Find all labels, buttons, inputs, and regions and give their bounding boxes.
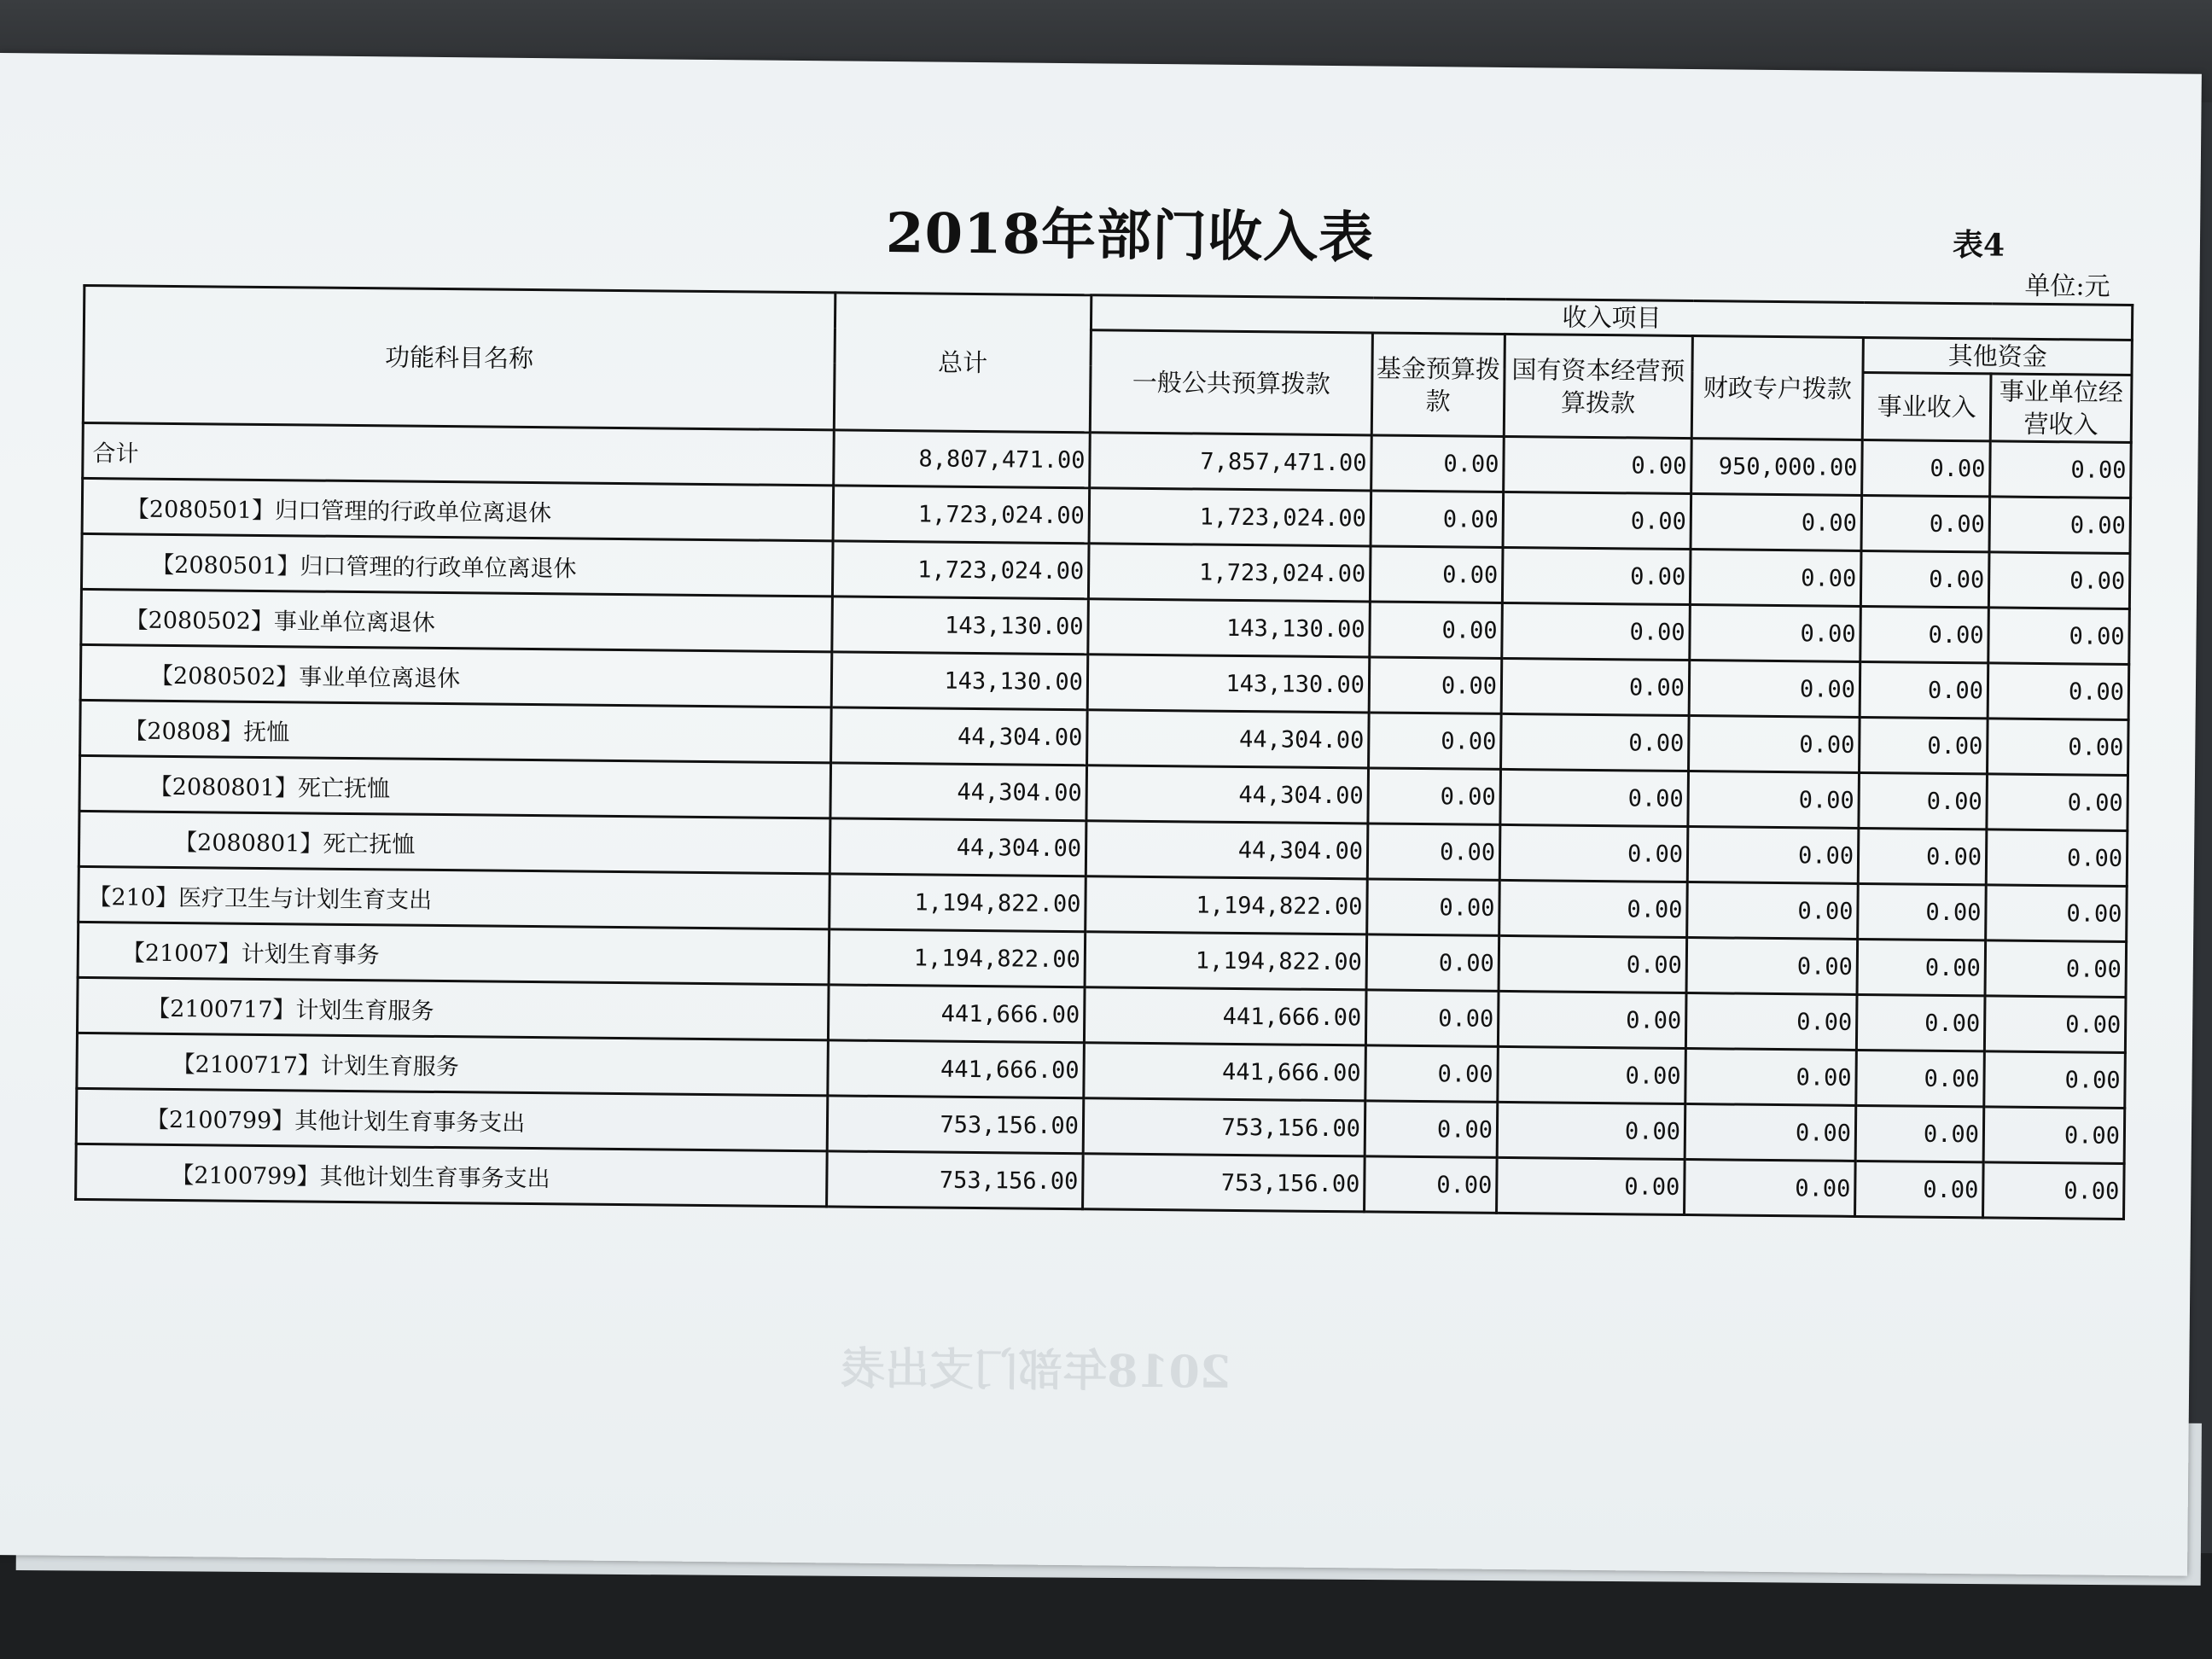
row-name-cell: 【21007】计划生育事务 bbox=[78, 922, 830, 984]
row-name-cell: 【2100717】计划生育服务 bbox=[77, 1033, 829, 1095]
row-capital-cell: 0.00 bbox=[1499, 824, 1688, 882]
row-total-cell: 44,304.00 bbox=[831, 707, 1088, 765]
unit-label: 单位:元 bbox=[2024, 271, 2110, 302]
row-general-cell: 753,156.00 bbox=[1083, 1154, 1365, 1212]
row-business-cell: 0.00 bbox=[1858, 883, 1987, 940]
row-fiscal-cell: 950,000.00 bbox=[1691, 439, 1863, 496]
row-operating-cell: 0.00 bbox=[1987, 774, 2128, 831]
row-fund-cell: 0.00 bbox=[1367, 879, 1500, 935]
row-operating-cell: 0.00 bbox=[1989, 497, 2131, 554]
row-general-cell: 1,194,822.00 bbox=[1086, 876, 1368, 934]
row-general-cell: 44,304.00 bbox=[1086, 765, 1369, 824]
row-name-cell: 【2080801】死亡抚恤 bbox=[79, 811, 830, 873]
row-general-cell: 44,304.00 bbox=[1086, 821, 1368, 879]
row-general-cell: 441,666.00 bbox=[1084, 1043, 1366, 1101]
table-number: 表4 bbox=[1952, 226, 2005, 264]
row-fund-cell: 0.00 bbox=[1370, 602, 1503, 658]
row-general-cell: 753,156.00 bbox=[1083, 1098, 1365, 1156]
row-general-cell: 44,304.00 bbox=[1087, 710, 1370, 768]
header-name: 功能科目名称 bbox=[83, 285, 835, 429]
table-header bbox=[83, 285, 2132, 442]
row-capital-cell: 0.00 bbox=[1503, 492, 1691, 549]
row-total-cell: 441,666.00 bbox=[828, 985, 1085, 1043]
row-business-cell: 0.00 bbox=[1855, 1105, 1984, 1161]
row-name-cell: 【2080502】事业单位离退休 bbox=[81, 589, 833, 651]
row-business-cell: 0.00 bbox=[1860, 606, 1989, 662]
row-business-cell: 0.00 bbox=[1860, 717, 1988, 773]
row-capital-cell: 0.00 bbox=[1498, 1046, 1686, 1103]
row-fund-cell: 0.00 bbox=[1368, 768, 1501, 824]
row-business-cell: 0.00 bbox=[1860, 661, 1988, 718]
row-fiscal-cell: 0.00 bbox=[1690, 605, 1861, 662]
row-operating-cell: 0.00 bbox=[1985, 940, 2127, 998]
row-fiscal-cell: 0.00 bbox=[1687, 882, 1859, 940]
row-operating-cell: 0.00 bbox=[1983, 1107, 2125, 1164]
header-fiscal-special: 财政专户拨款 bbox=[1691, 336, 1863, 440]
row-fiscal-cell: 0.00 bbox=[1685, 1049, 1857, 1106]
row-general-cell: 1,194,822.00 bbox=[1085, 932, 1367, 990]
row-name-cell: 【2080501】归口管理的行政单位离退休 bbox=[82, 478, 834, 540]
header-income-items: 收入项目 bbox=[1091, 295, 2132, 341]
row-operating-cell: 0.00 bbox=[1984, 996, 2126, 1053]
row-total-cell: 753,156.00 bbox=[827, 1151, 1084, 1209]
header-fund-budget: 基金预算拨款 bbox=[1371, 333, 1505, 436]
row-general-cell: 1,723,024.00 bbox=[1089, 488, 1371, 546]
row-fund-cell: 0.00 bbox=[1367, 824, 1500, 880]
row-business-cell: 0.00 bbox=[1858, 828, 1987, 884]
row-total-cell: 143,130.00 bbox=[832, 597, 1089, 655]
row-total-cell: 8,807,471.00 bbox=[834, 430, 1091, 488]
row-operating-cell: 0.00 bbox=[1988, 552, 2130, 609]
header-state-capital: 国有资本经营预算拨款 bbox=[1504, 334, 1692, 438]
row-capital-cell: 0.00 bbox=[1497, 1102, 1685, 1159]
row-name-cell: 【2080502】事业单位离退休 bbox=[80, 644, 832, 707]
row-general-cell: 143,130.00 bbox=[1088, 599, 1371, 657]
row-operating-cell: 0.00 bbox=[1987, 719, 2128, 776]
row-fiscal-cell: 0.00 bbox=[1685, 1160, 1856, 1217]
row-fund-cell: 0.00 bbox=[1369, 657, 1502, 713]
row-business-cell: 0.00 bbox=[1855, 1161, 1984, 1217]
row-general-cell: 143,130.00 bbox=[1087, 655, 1370, 713]
header-operating-income: 事业单位经营收入 bbox=[1990, 374, 2132, 443]
row-business-cell: 0.00 bbox=[1856, 1050, 1985, 1106]
row-business-cell: 0.00 bbox=[1857, 939, 1986, 995]
row-fund-cell: 0.00 bbox=[1365, 1101, 1498, 1157]
row-fiscal-cell: 0.00 bbox=[1685, 1104, 1856, 1161]
row-name-cell: 合计 bbox=[83, 422, 835, 485]
header-general-budget: 一般公共预算拨款 bbox=[1090, 330, 1372, 435]
row-fiscal-cell: 0.00 bbox=[1689, 716, 1860, 773]
row-name-cell: 【2100799】其他计划生育事务支出 bbox=[76, 1088, 828, 1150]
row-fiscal-cell: 0.00 bbox=[1687, 827, 1859, 884]
row-fiscal-cell: 0.00 bbox=[1686, 938, 1858, 995]
row-total-cell: 143,130.00 bbox=[831, 652, 1088, 710]
row-fiscal-cell: 0.00 bbox=[1688, 771, 1860, 829]
row-total-cell: 1,194,822.00 bbox=[830, 874, 1086, 932]
row-total-cell: 1,723,024.00 bbox=[833, 486, 1090, 544]
row-operating-cell: 0.00 bbox=[1984, 1051, 2126, 1109]
row-capital-cell: 0.00 bbox=[1501, 658, 1690, 715]
row-operating-cell: 0.00 bbox=[1986, 830, 2128, 887]
row-total-cell: 1,723,024.00 bbox=[832, 541, 1089, 599]
row-capital-cell: 0.00 bbox=[1500, 769, 1689, 826]
row-general-cell: 1,723,024.00 bbox=[1088, 544, 1371, 602]
row-business-cell: 0.00 bbox=[1856, 994, 1985, 1051]
row-fund-cell: 0.00 bbox=[1369, 713, 1502, 769]
row-name-cell: 【2080801】死亡抚恤 bbox=[79, 755, 831, 818]
row-business-cell: 0.00 bbox=[1859, 772, 1988, 829]
row-capital-cell: 0.00 bbox=[1499, 880, 1688, 937]
paper-sheet bbox=[0, 53, 2202, 1576]
row-fund-cell: 0.00 bbox=[1365, 1156, 1498, 1213]
row-fiscal-cell: 0.00 bbox=[1689, 661, 1860, 718]
document-title: 2018年部门收入表 bbox=[885, 201, 1375, 271]
row-fund-cell: 0.00 bbox=[1365, 1045, 1499, 1102]
row-capital-cell: 0.00 bbox=[1504, 436, 1692, 493]
row-capital-cell: 0.00 bbox=[1499, 935, 1687, 992]
row-business-cell: 0.00 bbox=[1861, 495, 1990, 551]
row-operating-cell: 0.00 bbox=[1988, 608, 2130, 665]
row-fund-cell: 0.00 bbox=[1365, 990, 1499, 1046]
row-capital-cell: 0.00 bbox=[1502, 547, 1691, 604]
row-fund-cell: 0.00 bbox=[1366, 934, 1499, 991]
row-name-cell: 【20808】抚恤 bbox=[80, 700, 832, 762]
row-total-cell: 441,666.00 bbox=[828, 1040, 1085, 1098]
row-fiscal-cell: 0.00 bbox=[1691, 494, 1862, 551]
row-general-cell: 441,666.00 bbox=[1084, 987, 1366, 1045]
row-capital-cell: 0.00 bbox=[1497, 1157, 1685, 1214]
income-table bbox=[74, 284, 2133, 1220]
row-business-cell: 0.00 bbox=[1860, 550, 1989, 607]
row-total-cell: 753,156.00 bbox=[827, 1096, 1084, 1154]
row-fund-cell: 0.00 bbox=[1371, 435, 1505, 492]
row-fund-cell: 0.00 bbox=[1370, 546, 1503, 602]
row-business-cell: 0.00 bbox=[1862, 439, 1991, 496]
row-capital-cell: 0.00 bbox=[1502, 602, 1691, 660]
row-fiscal-cell: 0.00 bbox=[1685, 993, 1857, 1051]
row-operating-cell: 0.00 bbox=[1990, 441, 2132, 498]
row-capital-cell: 0.00 bbox=[1501, 713, 1690, 771]
show-through-text: 2018年部门支出表 bbox=[840, 1342, 1231, 1399]
row-capital-cell: 0.00 bbox=[1498, 991, 1686, 1048]
row-name-cell: 【2080501】归口管理的行政单位离退休 bbox=[81, 533, 833, 596]
header-other-funds: 其他资金 bbox=[1863, 337, 2132, 375]
row-fiscal-cell: 0.00 bbox=[1690, 550, 1861, 607]
row-operating-cell: 0.00 bbox=[1988, 663, 2129, 720]
header-total: 总计 bbox=[834, 293, 1091, 433]
row-total-cell: 44,304.00 bbox=[830, 763, 1087, 821]
row-total-cell: 44,304.00 bbox=[830, 818, 1086, 876]
header-business-income: 事业收入 bbox=[1862, 372, 1991, 440]
row-operating-cell: 0.00 bbox=[1986, 885, 2128, 942]
table-body bbox=[76, 422, 2132, 1219]
row-total-cell: 1,194,822.00 bbox=[829, 929, 1086, 987]
row-name-cell: 【2100799】其他计划生育事务支出 bbox=[76, 1144, 828, 1206]
row-operating-cell: 0.00 bbox=[1983, 1162, 2125, 1220]
row-name-cell: 【210】医疗卫生与计划生育支出 bbox=[79, 866, 830, 928]
row-fund-cell: 0.00 bbox=[1371, 491, 1504, 547]
row-general-cell: 7,857,471.00 bbox=[1090, 433, 1372, 491]
row-name-cell: 【2100717】计划生育服务 bbox=[77, 977, 829, 1039]
